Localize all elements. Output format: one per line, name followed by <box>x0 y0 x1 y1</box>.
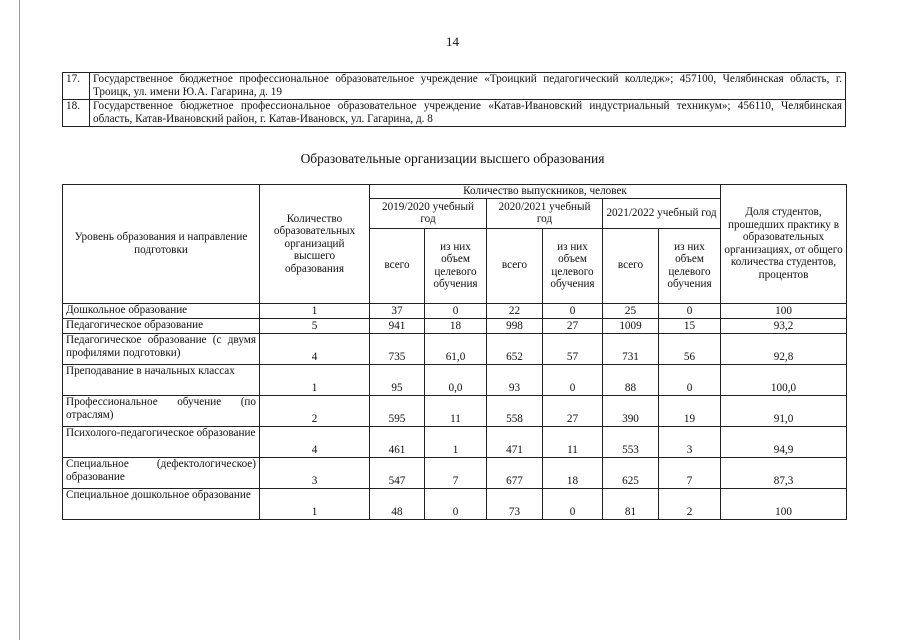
row-total: 461 <box>370 426 425 457</box>
row-total: 390 <box>603 395 659 426</box>
row-share: 94,9 <box>721 426 847 457</box>
row-total: 625 <box>603 457 659 488</box>
row-targeted: 1 <box>425 426 487 457</box>
row-share: 100 <box>721 488 847 519</box>
table-row <box>63 333 847 364</box>
graduates-table <box>62 184 847 520</box>
row-total: 677 <box>487 457 543 488</box>
institution-number: 17. <box>63 73 90 100</box>
row-org-count: 1 <box>260 364 370 395</box>
row-share: 93,2 <box>721 318 847 333</box>
row-share: 87,3 <box>721 457 847 488</box>
row-targeted: 15 <box>659 318 721 333</box>
institution-row <box>63 100 846 127</box>
row-total: 595 <box>370 395 425 426</box>
header-level: Уровень образования и направление подготовки <box>63 185 260 304</box>
section-title: Образовательные организации высшего образования <box>300 151 605 166</box>
table-row <box>63 303 847 318</box>
row-total: 652 <box>487 333 543 364</box>
header-org-count: Количество образовательных организаций высшего образования <box>260 185 370 304</box>
row-org-count: 5 <box>260 318 370 333</box>
header-year: 2020/2021 учебный год <box>487 198 603 228</box>
header-year: 2021/2022 учебный год <box>603 198 721 228</box>
row-level: Специальное (дефектологическое) образование <box>63 457 260 488</box>
row-level: Педагогическое образование <box>63 318 260 333</box>
table-row <box>63 457 847 488</box>
table-row <box>63 364 847 395</box>
header-total: всего <box>487 228 543 303</box>
table-row <box>63 318 847 333</box>
row-targeted: 27 <box>543 395 603 426</box>
row-targeted: 2 <box>659 488 721 519</box>
header-targeted: из них объем целевого обучения <box>659 228 721 303</box>
scan-edge-line <box>19 0 20 640</box>
table-row <box>63 395 847 426</box>
row-targeted: 56 <box>659 333 721 364</box>
row-targeted: 11 <box>425 395 487 426</box>
row-share: 100,0 <box>721 364 847 395</box>
row-share: 92,8 <box>721 333 847 364</box>
row-total: 95 <box>370 364 425 395</box>
institution-text: Государственное бюджетное профессиональное образовательное учреждение «Катав-Ивановский индустриальный техникум»; 456110, Челябинская область, Катав-Ивановский район, г. Катав-Ивановск, ул. Гагарина, д. 8 <box>90 100 846 127</box>
row-share: 100 <box>721 303 847 318</box>
table-row <box>63 426 847 457</box>
row-total: 731 <box>603 333 659 364</box>
institution-text: Государственное бюджетное профессиональное образовательное учреждение «Троицкий педагогический колледж»; 457100, Челябинская область, г. Троицк, ул. имени Ю.А. Гагарина, д. 19 <box>90 73 846 100</box>
row-targeted: 7 <box>659 457 721 488</box>
row-total: 37 <box>370 303 425 318</box>
row-targeted: 61,0 <box>425 333 487 364</box>
row-level: Дошкольное образование <box>63 303 260 318</box>
row-total: 547 <box>370 457 425 488</box>
row-total: 93 <box>487 364 543 395</box>
table-body <box>63 303 847 519</box>
row-total: 25 <box>603 303 659 318</box>
institution-row <box>63 73 846 100</box>
row-org-count: 2 <box>260 395 370 426</box>
row-targeted: 0 <box>543 364 603 395</box>
header-targeted: из них объем целевого обучения <box>543 228 603 303</box>
row-total: 1009 <box>603 318 659 333</box>
row-level: Специальное дошкольное образование <box>63 488 260 519</box>
header-total: всего <box>603 228 659 303</box>
row-targeted: 18 <box>425 318 487 333</box>
header-share: Доля студентов, прошедших практику в образовательных организациях, от общего количества студентов, процентов <box>721 185 847 304</box>
row-targeted: 27 <box>543 318 603 333</box>
row-targeted: 0 <box>425 488 487 519</box>
row-org-count: 4 <box>260 333 370 364</box>
page-number: 14 <box>446 34 459 49</box>
row-org-count: 4 <box>260 426 370 457</box>
row-total: 88 <box>603 364 659 395</box>
row-share: 91,0 <box>721 395 847 426</box>
row-org-count: 3 <box>260 457 370 488</box>
row-targeted: 0 <box>543 488 603 519</box>
row-targeted: 3 <box>659 426 721 457</box>
row-total: 73 <box>487 488 543 519</box>
row-level: Преподавание в начальных классах <box>63 364 260 395</box>
row-targeted: 57 <box>543 333 603 364</box>
header-year: 2019/2020 учебный год <box>370 198 487 228</box>
row-total: 22 <box>487 303 543 318</box>
row-total: 735 <box>370 333 425 364</box>
institution-number: 18. <box>63 100 90 127</box>
row-targeted: 0 <box>425 303 487 318</box>
row-targeted: 18 <box>543 457 603 488</box>
row-total: 558 <box>487 395 543 426</box>
row-targeted: 0 <box>659 303 721 318</box>
row-level: Педагогическое образование (с двумя профилями подготовки) <box>63 333 260 364</box>
row-targeted: 0 <box>659 364 721 395</box>
row-org-count: 1 <box>260 488 370 519</box>
row-level: Психолого-педагогическое образование <box>63 426 260 457</box>
row-org-count: 1 <box>260 303 370 318</box>
row-targeted: 11 <box>543 426 603 457</box>
row-total: 471 <box>487 426 543 457</box>
row-total: 81 <box>603 488 659 519</box>
table-row <box>63 488 847 519</box>
institutions-table <box>62 72 846 127</box>
row-total: 48 <box>370 488 425 519</box>
row-targeted: 0,0 <box>425 364 487 395</box>
row-targeted: 0 <box>543 303 603 318</box>
header-total: всего <box>370 228 425 303</box>
row-total: 553 <box>603 426 659 457</box>
row-targeted: 7 <box>425 457 487 488</box>
row-total: 941 <box>370 318 425 333</box>
row-total: 998 <box>487 318 543 333</box>
header-graduates: Количество выпускников, человек <box>370 185 721 199</box>
header-targeted: из них объем целевого обучения <box>425 228 487 303</box>
row-level: Профессиональное обучение (по отраслям) <box>63 395 260 426</box>
row-targeted: 19 <box>659 395 721 426</box>
